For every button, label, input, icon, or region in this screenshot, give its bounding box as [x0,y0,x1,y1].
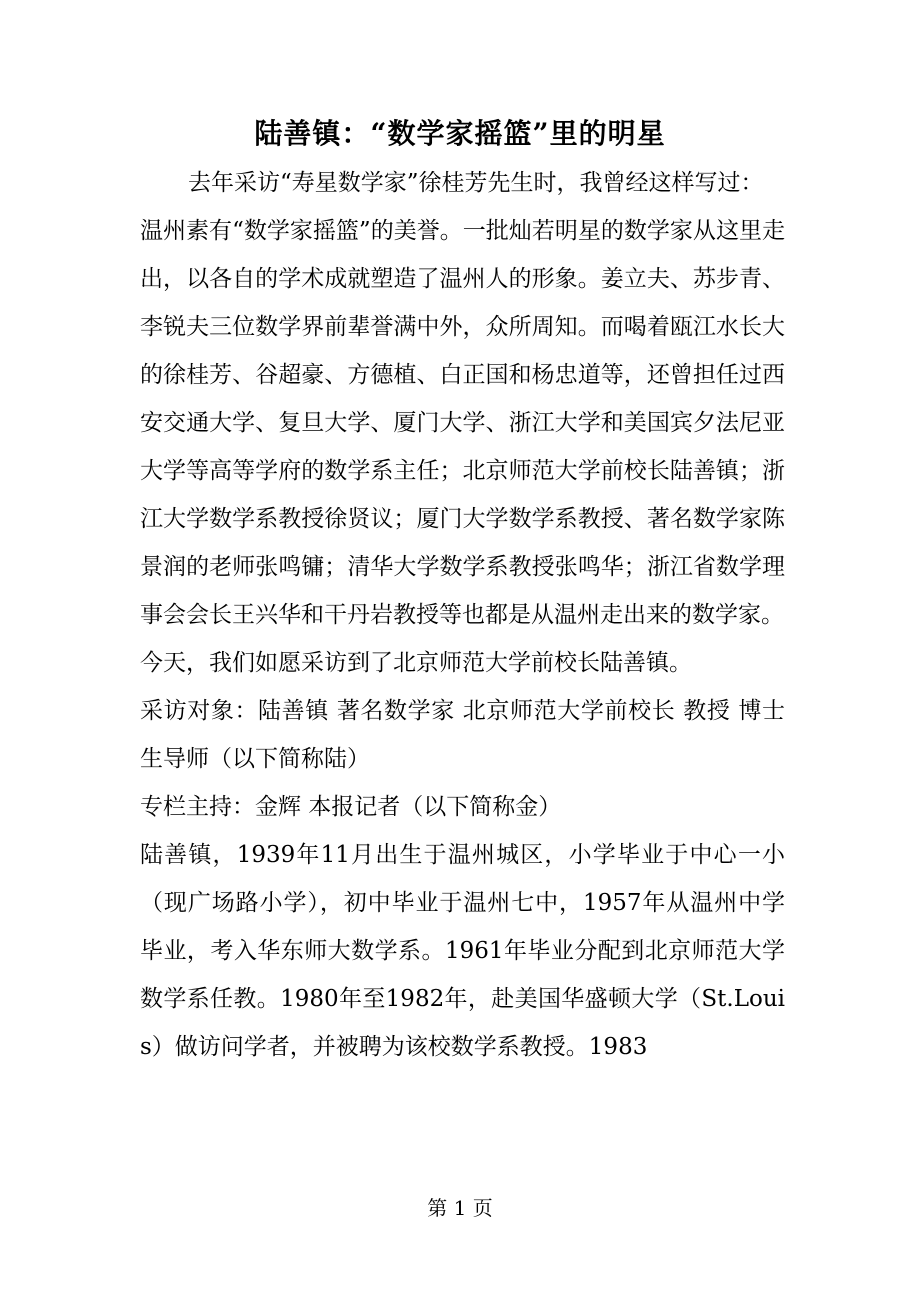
document-title: 陆善镇：“数学家摇篮”里的明星 [254,117,666,150]
page-number: 第 1 页 [427,1196,493,1220]
paragraph-quote: 温州素有“数学家摇篮”的美誉。一批灿若明星的数学家从这里走出，以各自的学术成就塑造了温州人的形象。姜立夫、苏步青、李锐夫三位数学界前辈誉满中外，众所周知。而喝着瓯江水长大的徐桂芳、谷超豪、方德植、白正国和杨忠道等，还曾担任过西安交通大学、复旦大学、厦门大学、浙江大学和美国宾夕法尼亚大学等高等学府的数学系主任；北京师范大学前校长陆善镇；浙江大学数学系教授徐贤议；厦门大学数学系教授、著名数学家陈景润的老师张鸣镛；清华大学数学系教授张鸣华；浙江省数学理事会会长王兴华和干丹岩教授等也都是从温州走出来的数学家。 [140,218,785,628]
paragraph-interviewee: 采访对象：陆善镇 著名数学家 北京师范大学前校长 教授 博士生导师（以下简称陆） [140,698,785,772]
paragraph-biography: 陆善镇，1939年11月出生于温州城区，小学毕业于中心一小（现广场路小学），初中毕业于温州七中，1957年从温州中学毕业，考入华东师大数学系。1961年毕业分配到北京师范大学数学系任教。1980年至1982年，赴美国华盛顿大学（St.Louis）做访问学者，并被聘为该校数学系教授。1983 [140,842,785,1060]
paragraph-intro: 去年采访“寿星数学家”徐桂芳先生时，我曾经这样写过： [188,170,764,196]
paragraph-host: 专栏主持：金辉 本报记者（以下简称金） [140,794,562,820]
document-body [140,159,785,1071]
paragraph-today: 今天，我们如愿采访到了北京师范大学前校长陆善镇。 [140,650,692,676]
